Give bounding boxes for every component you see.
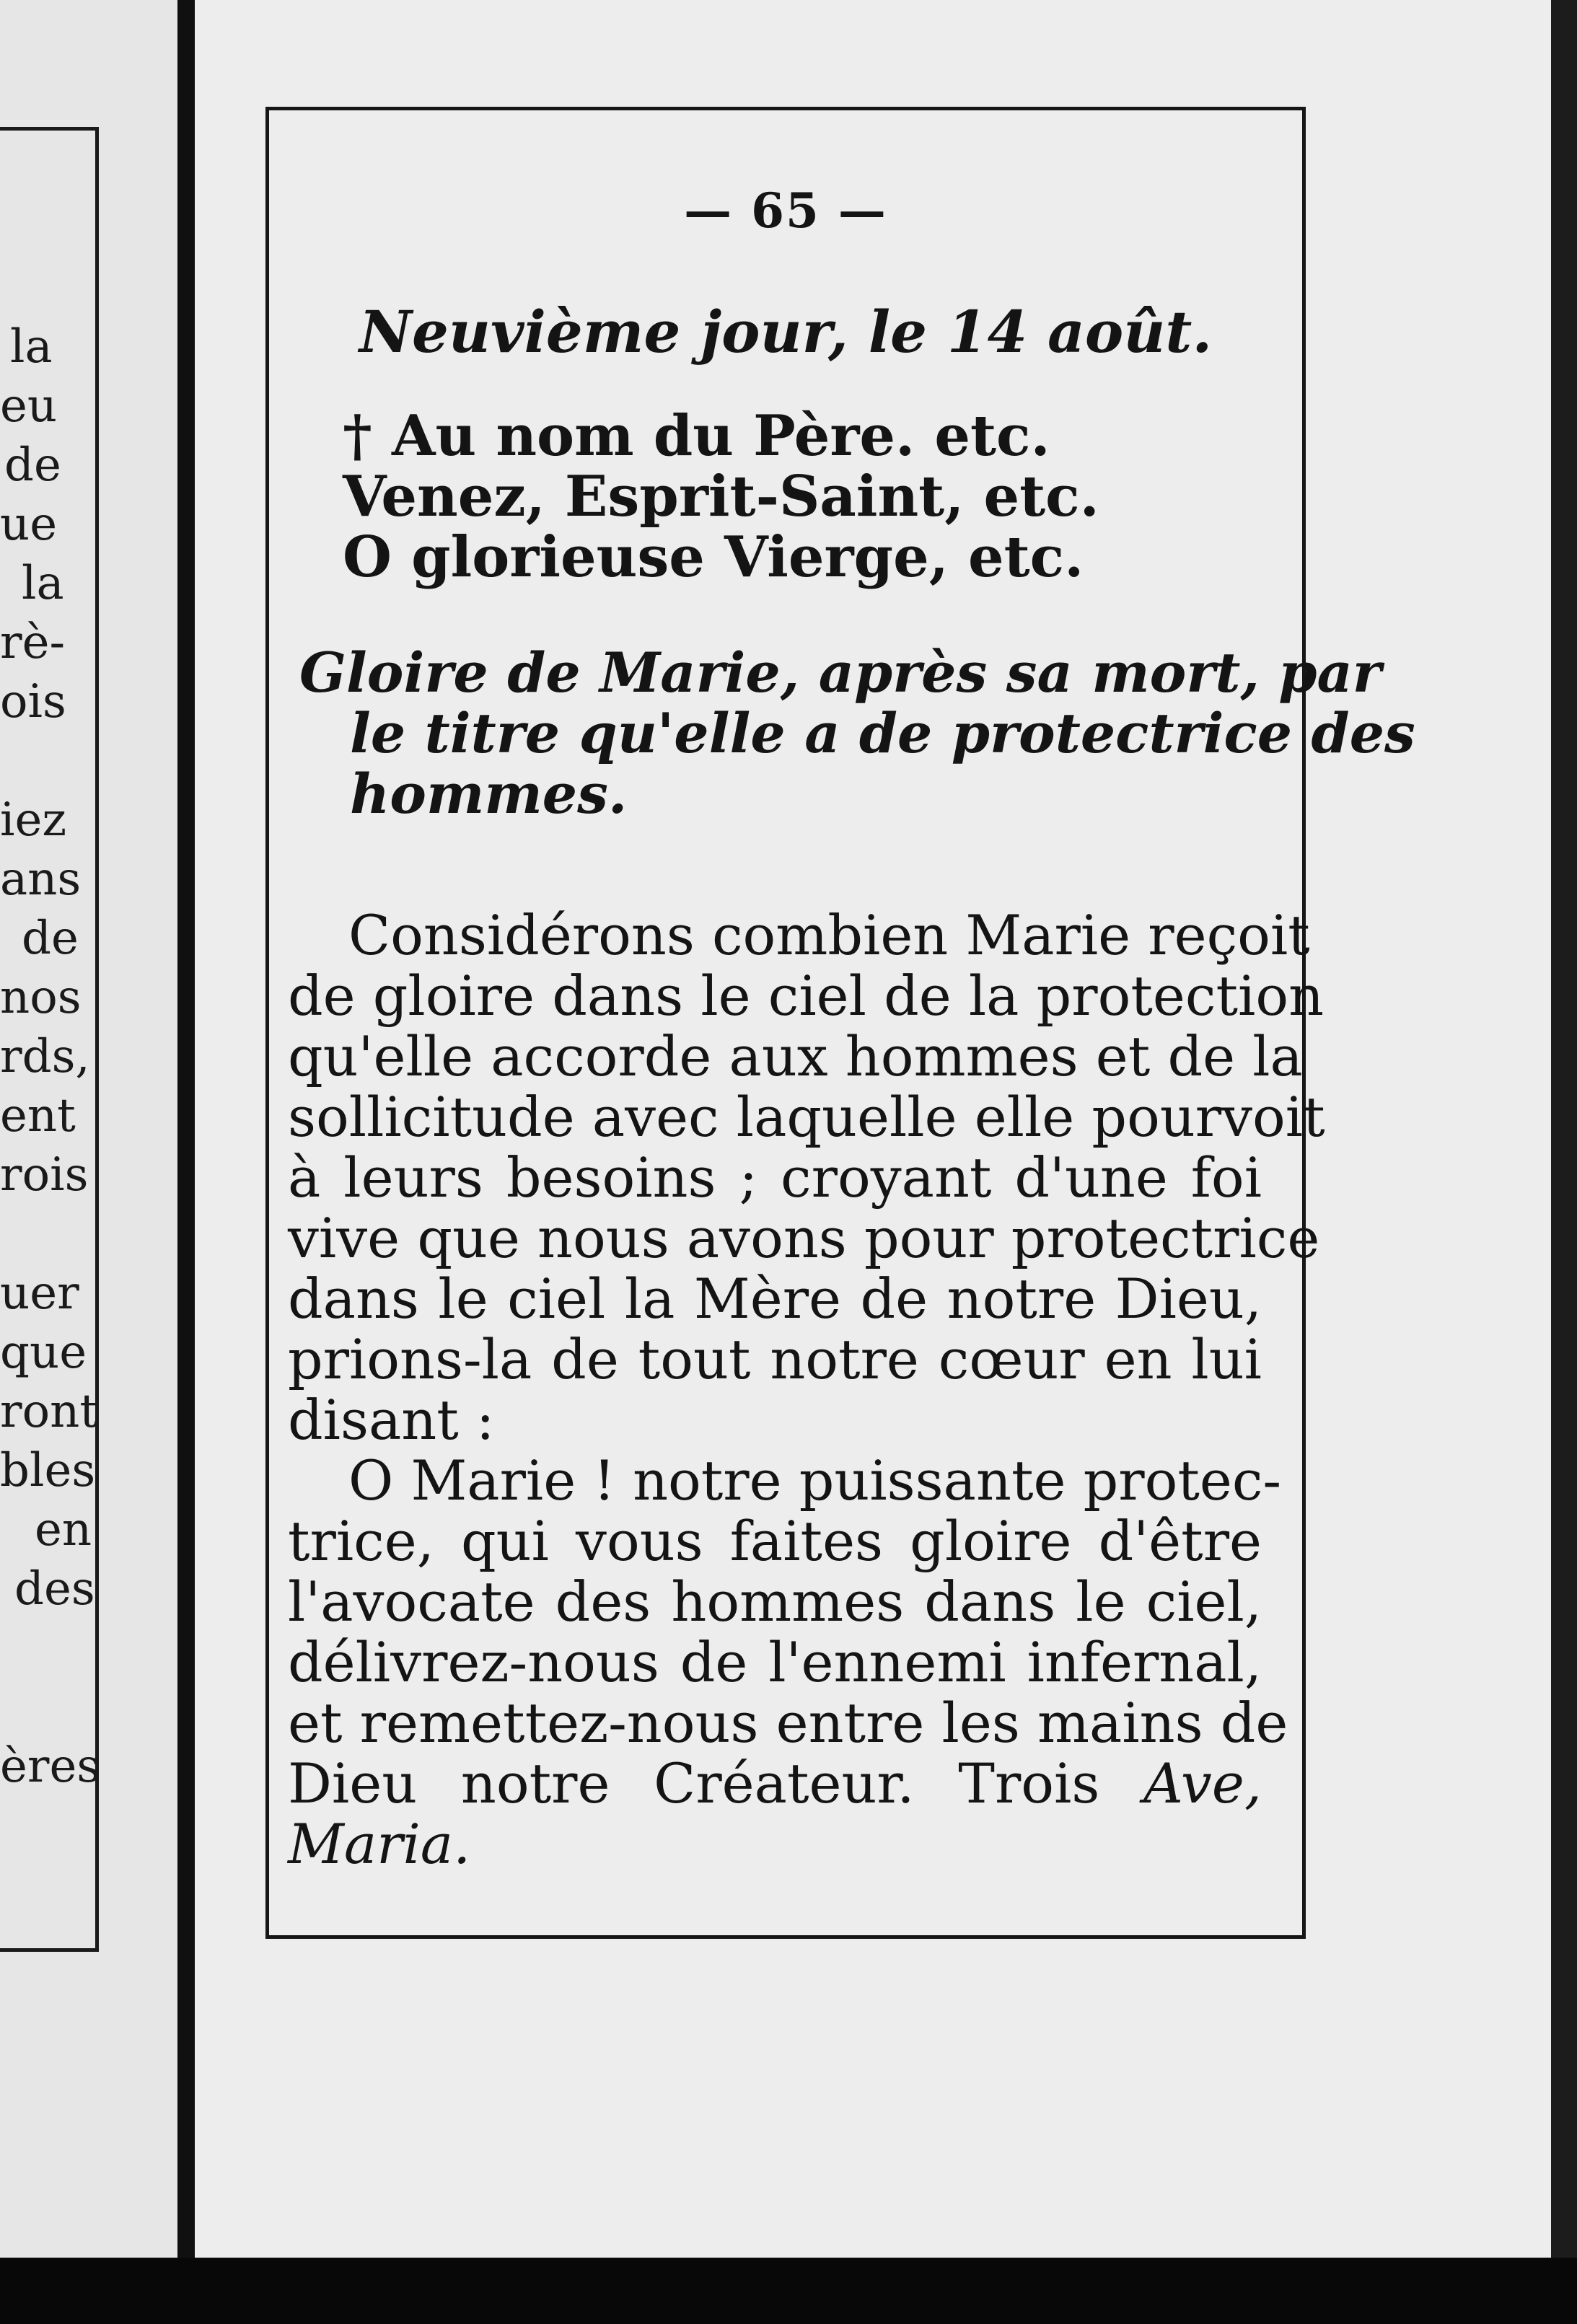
meditation-line: sollicitude avec laquelle elle pourvoit (288, 1085, 1325, 1149)
book-gutter (177, 0, 195, 2258)
meditation-line: Considérons combien Marie reçoit (348, 903, 1310, 967)
heading-line: le titre qu'elle a de protectrice des (350, 701, 1415, 765)
left-line: bles (0, 1444, 96, 1497)
page-frame (265, 107, 1415, 1939)
left-line: des (14, 1562, 95, 1616)
main-page (195, 0, 1551, 2258)
meditation-line: disant : (288, 1388, 495, 1452)
prayer-line: trice, qui vous faites gloire d'être (288, 1509, 1262, 1573)
left-line: iez (0, 793, 67, 847)
left-line (0, 1619, 101, 1678)
prayer-end-italic-line: Maria. (288, 1812, 471, 1876)
heading-line: Gloire de Marie, après sa mort, par (299, 641, 1381, 705)
left-line: de (4, 439, 61, 492)
left-line (0, 1678, 101, 1737)
meditation-line: vive que nous avons pour protectrice (288, 1206, 1320, 1270)
meditation-line: à leurs besoins ; croyant d'une foi (288, 1145, 1262, 1210)
left-line: ans (0, 853, 82, 906)
invocation-line: Venez, Esprit-Saint, etc. (343, 464, 1099, 529)
left-line: uer (0, 1267, 79, 1320)
meditation-line: prions-la de tout notre cœur en lui (288, 1327, 1262, 1391)
prayer-line-end (288, 1753, 1262, 1814)
left-facing-page (0, 0, 177, 2258)
left-line: que (0, 1326, 87, 1379)
invocations (343, 403, 1208, 590)
left-line: rè- (0, 616, 66, 669)
heading-line: hommes. (350, 762, 628, 826)
left-line: la (10, 320, 53, 374)
left-line: rois (0, 1148, 89, 1202)
section-heading (299, 641, 1415, 826)
left-line: de (22, 912, 79, 965)
meditation-text (288, 903, 1325, 1876)
invocation-line: O glorieuse Vierge, etc. (343, 524, 1084, 590)
prayer-line: délivrez-nous de l'ennemi infernal, (288, 1630, 1262, 1694)
meditation-line: de gloire dans le ciel de la protection (288, 964, 1325, 1028)
left-line: rds, (0, 1030, 90, 1083)
left-page-text (0, 317, 101, 1796)
left-line (0, 731, 101, 791)
prayer-end-text: Dieu notre Créateur. Trois (288, 1751, 1100, 1815)
left-line (0, 1205, 101, 1264)
prayer-end-italic: Ave, (1143, 1751, 1262, 1815)
scan-border (0, 2258, 1577, 2324)
page-edge (1551, 0, 1577, 2258)
invocation-line: † Au nom du Père. etc. (343, 403, 1050, 469)
left-line: ront (0, 1385, 99, 1438)
prayer-line: et remettez-nous entre les mains de (288, 1691, 1288, 1755)
day-title: Neuvième jour, le 14 août. (359, 298, 1213, 366)
prayer-line: l'avocate des hommes dans le ciel, (288, 1570, 1262, 1634)
left-line: nos (0, 971, 82, 1024)
left-line: ue (0, 498, 58, 551)
left-line: ois (0, 675, 66, 729)
left-line: en (35, 1503, 92, 1557)
left-line: eu (0, 379, 58, 433)
prayer-line: O Marie ! notre puissante protec- (348, 1448, 1282, 1513)
meditation-line: dans le ciel la Mère de notre Dieu, (288, 1267, 1262, 1331)
meditation-line: qu'elle accorde aux hommes et de la (288, 1024, 1303, 1088)
left-line: la (22, 557, 64, 610)
page-number: — 65 — (684, 182, 887, 239)
left-line: ent (0, 1089, 76, 1143)
left-line: ères (0, 1740, 101, 1793)
